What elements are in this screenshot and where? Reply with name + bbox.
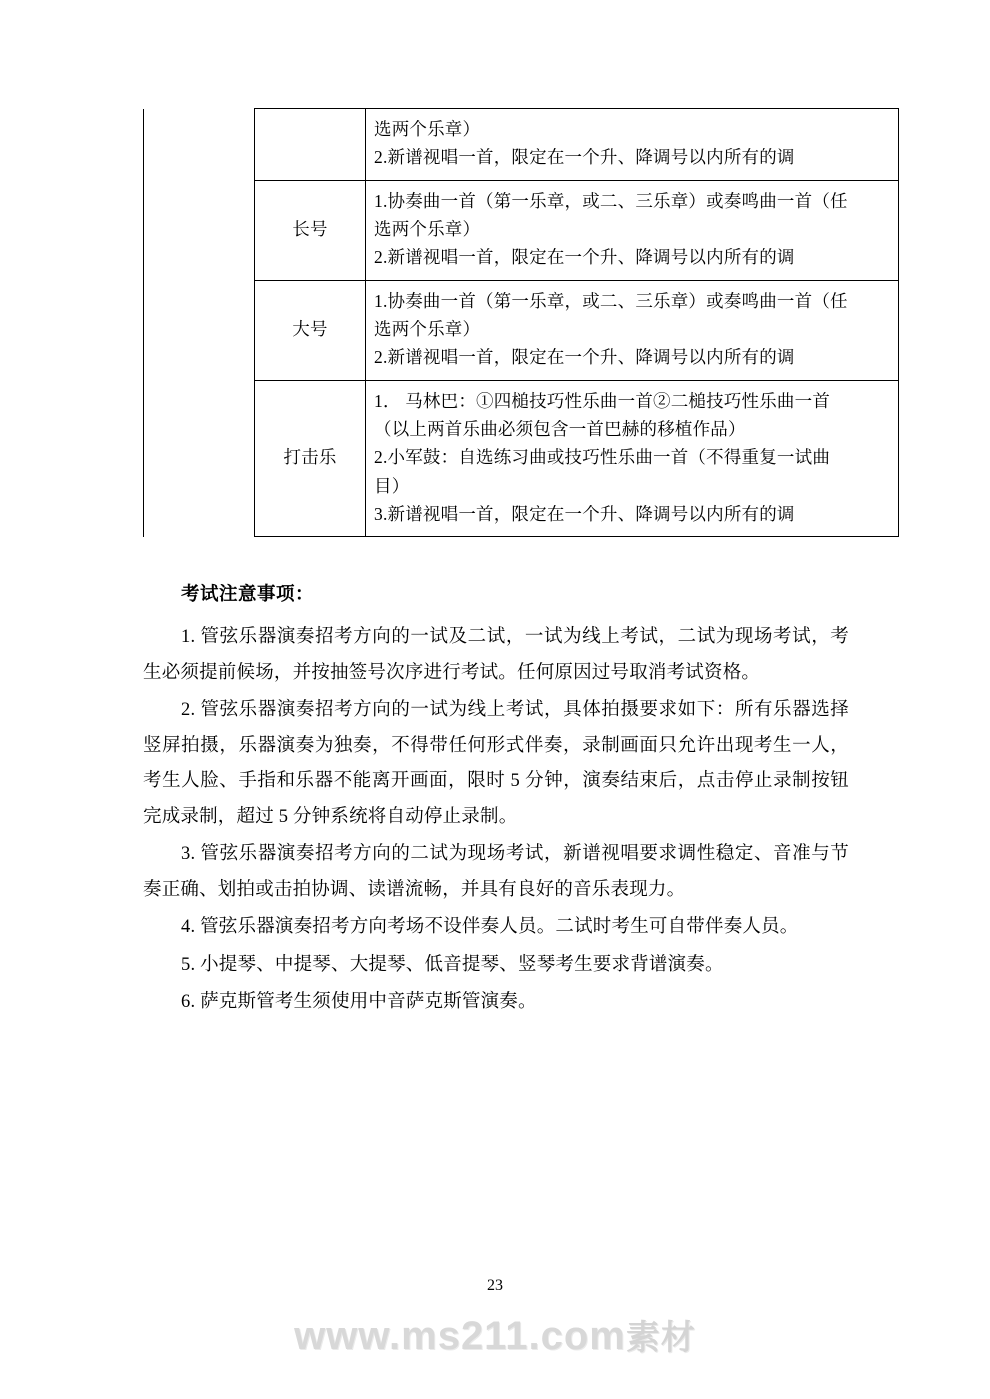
content-cell [366,280,899,380]
page-number: 23 [487,1277,503,1294]
content-line: 选两个乐章） [374,319,481,340]
instrument-cell: 长号 [255,180,366,280]
watermark-suffix: 素材 [625,1319,696,1357]
content-line: 2.小军鼓：自选练习曲或技巧性乐曲一首（不得重复一试曲 [374,447,831,468]
content-cell [366,109,899,181]
content-line: 目） [374,475,410,496]
content-cell [366,380,899,537]
content-line: 选两个乐章） [374,219,481,240]
note-item: 2. 管弦乐器演奏招考方向的一试为线上考试，具体拍摄要求如下：所有乐器选择竖屏拍摄，乐器演奏为独奏，不得带任何形式伴奏，录制画面只允许出现考生一人，考生人脸、手指和乐器不能离开画面，限时 5 分钟，演奏结束后，点击停止录制按钮完成录制，超过 5 分钟系统将自动停止录制。 [143,700,849,827]
content-line: 1.协奏曲一首（第一乐章，或二、三乐章）或奏鸣曲一首（任 [374,190,848,211]
content-line: 选两个乐章） [374,119,481,139]
exam-notes-section [143,580,849,1023]
content-line: 3.新谱视唱一首，限定在一个升、降调号以内所有的调 [374,504,795,525]
watermark-url: www.ms211.com [294,1314,626,1358]
note-item: 6. 萨克斯管考生须使用中音萨克斯管演奏。 [181,992,537,1013]
table-row [144,180,899,280]
watermark [0,1310,990,1359]
table-row [144,109,899,181]
note-item: 4. 管弦乐器演奏招考方向考场不设伴奏人员。二试时考生可自带伴奏人员。 [181,917,799,938]
note-item: 3. 管弦乐器演奏招考方向的二试为现场考试，新谱视唱要求调性稳定、音准与节奏正确、划拍或击拍协调、读谱流畅，并具有良好的音乐表现力。 [143,844,849,900]
content-line: 1.协奏曲一首（第一乐章，或二、三乐章）或奏鸣曲一首（任 [374,290,848,311]
content-line: 2.新谱视唱一首，限定在一个升、降调号以内所有的调 [374,147,795,168]
note-item: 5. 小提琴、中提琴、大提琴、低音提琴、竖琴考生要求背谱演奏。 [181,954,724,975]
table-body [144,109,899,537]
instrument-cell: 打击乐 [255,380,366,537]
content-line: （以上两首乐曲必须包含一首巴赫的移植作品） [374,419,746,440]
content-line: 2.新谱视唱一首，限定在一个升、降调号以内所有的调 [374,347,795,368]
content-cell [366,180,899,280]
content-line: 2.新谱视唱一首，限定在一个升、降调号以内所有的调 [374,247,795,268]
category-cell [144,109,255,537]
note-item: 1. 管弦乐器演奏招考方向的一试及二试，一试为线上考试，二试为现场考试，考生必须提前候场，并按抽签号次序进行考试。任何原因过号取消考试资格。 [143,627,849,683]
content-line: 1． 马林巴：①四槌技巧性乐曲一首②二槌技巧性乐曲一首 [374,390,831,411]
instrument-cell [255,109,366,181]
requirements-table [143,108,899,537]
table-row [144,380,899,537]
instrument-cell: 大号 [255,280,366,380]
notes-title: 考试注意事项： [181,585,315,605]
table-row [144,280,899,380]
